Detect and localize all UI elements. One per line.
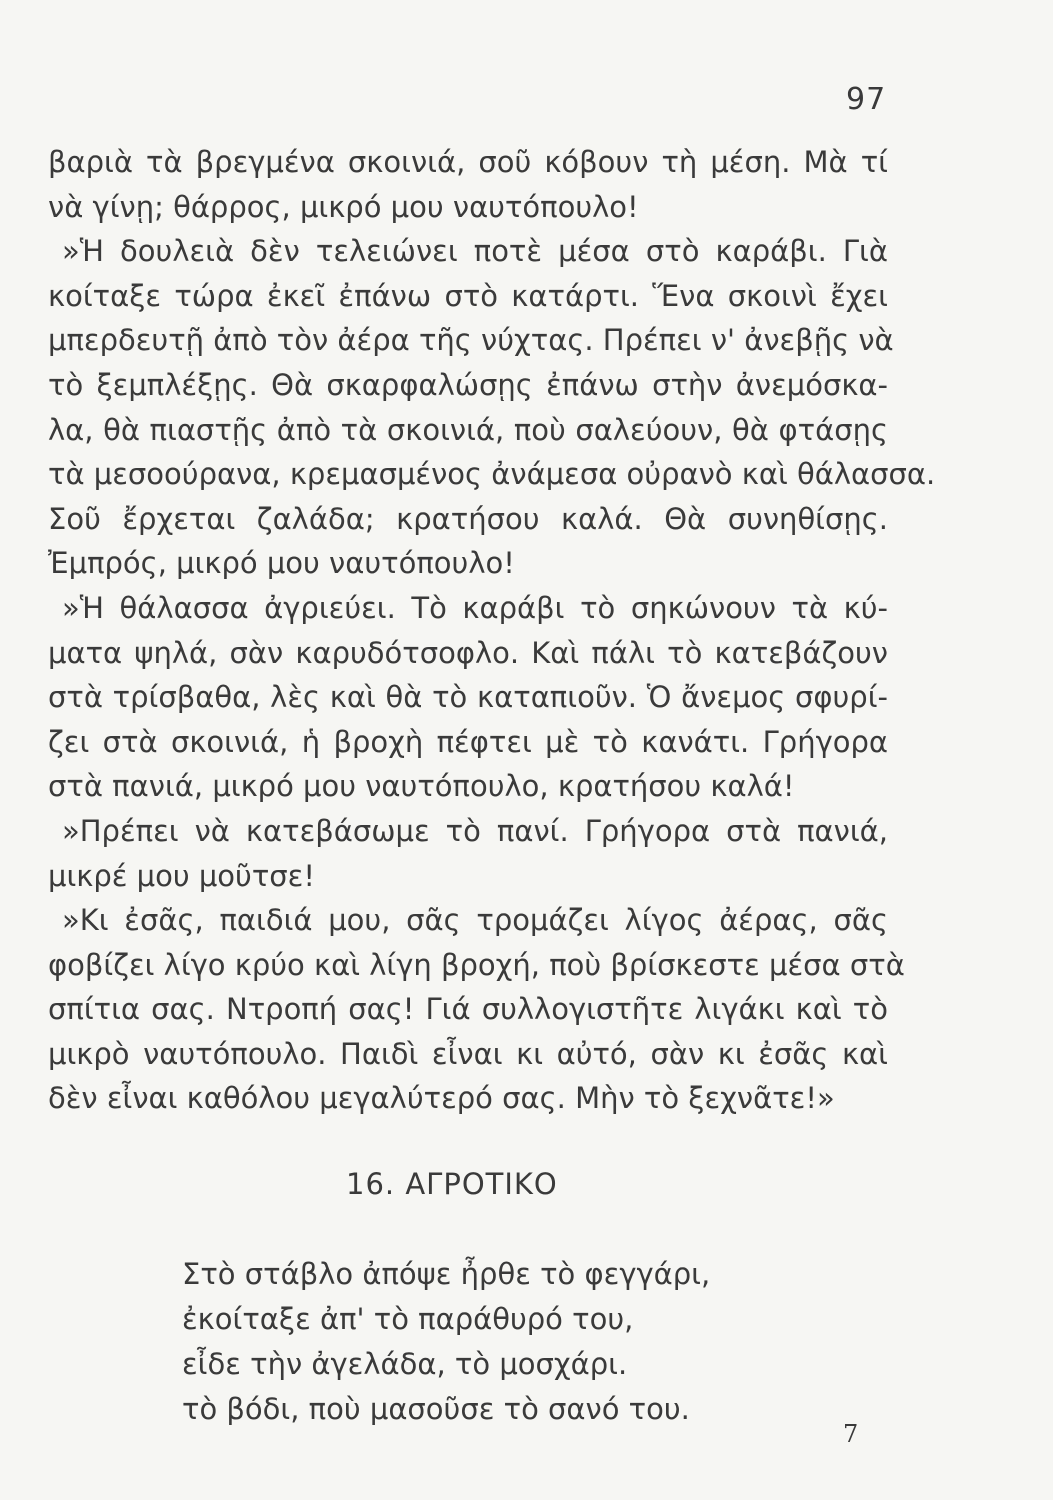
text-line: »Πρέπει νὰ κατεβάσωμε τὸ πανί. Γρήγορα στὰ πανιά, <box>62 813 888 848</box>
poem-line: τὸ βόδι, ποὺ μασοῦσε τὸ σανό του. <box>182 1392 690 1426</box>
text-line: »Ἡ θάλασσα ἀγριεύει. Τὸ καράβι τὸ σηκώνουν τὰ κύ- <box>62 590 888 625</box>
text-line: μικρὸ ναυτόπουλο. Παιδὶ εἶναι κι αὐτό, σὰν κι ἐσᾶς καὶ <box>48 1036 888 1071</box>
text-line: μπερδευτῇ ἀπὸ τὸν ἀέρα τῆς νύχτας. Πρέπει ν' ἀνεβῇς νὰ <box>48 323 894 358</box>
text-line: σπίτια σας. Ντροπή σας! Γιά συλλογιστῆτε λιγάκι καὶ τὸ <box>48 992 888 1027</box>
text-line: νὰ γίνῃ; θάρρος, μικρό μου ναυτόπουλο! <box>48 189 639 224</box>
signature-mark: 7 <box>843 1420 859 1448</box>
text-line: ματα ψηλά, σὰν καρυδότσοφλο. Καὶ πάλι τὸ κατεβάζουν <box>48 635 888 670</box>
text-line: κοίταξε τώρα ἐκεῖ ἐπάνω στὸ κατάρτι. Ἕνα σκοινὶ ἔχει <box>48 278 888 313</box>
text-line: Σοῦ ἔρχεται ζαλάδα; κρατήσου καλά. Θὰ συνηθίσῃς. <box>48 501 888 536</box>
text-line: μικρέ μου μοῦτσε! <box>48 858 315 893</box>
poem-line: ἐκοίταξε ἀπ' τὸ παράθυρό του, <box>182 1302 634 1336</box>
text-line: »Κι ἐσᾶς, παιδιά μου, σᾶς τρομάζει λίγος ἀέρας, σᾶς <box>62 903 888 938</box>
text-line: στὰ τρίσβαθα, λὲς καὶ θὰ τὸ καταπιοῦν. Ὁ ἄνεμος σφυρί- <box>48 680 888 715</box>
section-title: 16. ΑΓΡΟΤΙΚΟ <box>346 1167 558 1201</box>
text-line: φοβίζει λίγο κρύο καὶ λίγη βροχή, ποὺ βρίσκεστε μέσα στὰ <box>48 947 905 982</box>
text-line: τὸ ξεμπλέξῃς. Θὰ σκαρφαλώσῃς ἐπάνω στὴν ἀνεμόσκα- <box>48 367 888 402</box>
body-text <box>48 140 936 1121</box>
poem-line: εἶδε τὴν ἀγελάδα, τὸ μοσχάρι. <box>182 1347 628 1381</box>
text-line: στὰ πανιά, μικρό μου ναυτόπουλο, κρατήσου καλά! <box>48 769 795 804</box>
page-number: 97 <box>846 82 887 117</box>
text-line: ζει στὰ σκοινιά, ἡ βροχὴ πέφτει μὲ τὸ κανάτι. Γρήγορα <box>48 724 888 759</box>
poem <box>182 1252 710 1432</box>
text-line: βαριὰ τὰ βρεγμένα σκοινιά, σοῦ κόβουν τὴ μέση. Μὰ τί <box>48 145 888 179</box>
text-line: Ἐμπρός, μικρό μου ναυτόπουλο! <box>48 546 515 581</box>
text-line: λα, θὰ πιαστῇς ἀπὸ τὰ σκοινιά, ποὺ σαλεύουν, θὰ φτάσῃς <box>48 412 888 447</box>
text-line: δὲν εἶναι καθόλου μεγαλύτερό σας. Μὴν τὸ ξεχνᾶτε!» <box>48 1081 835 1116</box>
poem-line: Στὸ στάβλο ἀπόψε ἦρθε τὸ φεγγάρι, <box>182 1257 711 1291</box>
text-line: »Ἡ δουλειὰ δὲν τελειώνει ποτὲ μέσα στὸ καράβι. Γιὰ <box>62 234 888 269</box>
text-line: τὰ μεσοούρανα, κρεμασμένος ἀνάμεσα οὐρανὸ καὶ θάλασσα. <box>48 457 936 492</box>
